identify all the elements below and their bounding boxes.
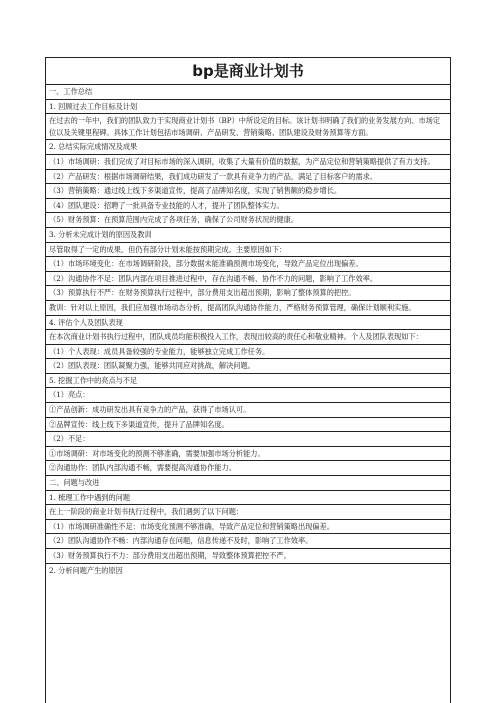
content-row: 2. 总结实际完成情况及成果 — [46, 140, 450, 155]
content-row: 3. 分析未完成计划的原因及教训 — [46, 228, 450, 243]
content-row: 在本次商业计划书执行过程中，团队成员均能积极投入工作，表现出较高的责任心和敬业精神。个人及团队表现如下： — [46, 330, 450, 345]
content-row: ①产品创新：成功研发出具有竞争力的产品，获得了市场认可。 — [46, 403, 450, 418]
content-rows — [46, 85, 450, 577]
content-row: 2. 分析问题产生的原因 — [49, 565, 123, 575]
content-row: ②沟通协作：团队内部沟通不畅，需要提高沟通协作能力。 — [46, 461, 450, 476]
content-row: （2）沟通协作不足：团队内部在项目推进过程中，存在沟通不畅、协作不力的问题，影响了工作效率。 — [46, 272, 450, 287]
content-row: ①市场调研：对市场变化的预测不够准确，需要加强市场分析能力。 — [46, 447, 450, 462]
content-row: 4. 评估个人及团队表现 — [46, 316, 450, 331]
content-row: （2）团队表现：团队凝聚力强，能够共同应对挑战，解决问题。 — [46, 359, 450, 374]
page-title: bp是商业计划书 — [46, 58, 450, 85]
content-row: （3）预算执行不严：在财务预算执行过程中，部分费用支出超出预期，影响了整体预算的把控。 — [46, 286, 450, 301]
content-row: （2）产品研发：根据市场调研结果，我们成功研发了一款具有竞争力的产品，满足了目标客户的需求。 — [46, 170, 450, 185]
document-table — [45, 57, 451, 703]
content-row: 在上一阶段的商业计划书执行过程中，我们遇到了以下问题： — [46, 505, 450, 520]
content-row: 尽管取得了一定的成果，但仍有部分计划未能按预期完成。主要原因如下： — [46, 243, 450, 258]
content-row: 1. 回顾过去工作目标及计划 — [46, 100, 450, 115]
content-row: （2）不足： — [46, 432, 450, 447]
content-row: 二、问题与改进 — [46, 476, 450, 491]
content-row: （1）市场环境变化：在市场调研阶段，部分数据未能准确预测市场变化，导致产品定位出现偏差。 — [46, 257, 450, 272]
content-row: （1）市场调研：我们完成了对目标市场的深入调研，收集了大量有价值的数据，为产品定位和营销策略提供了有力支持。 — [46, 155, 450, 170]
content-row: 教训：针对以上原因，我们应加强市场动态分析，提高团队沟通协作能力，严格财务预算管理，确保计划顺利实施。 — [46, 301, 450, 316]
content-row: （5）财务预算：在预算范围内完成了各项任务，确保了公司财务状况的健康。 — [46, 213, 450, 228]
content-row: （4）团队建设：招聘了一批具备专业技能的人才，提升了团队整体实力。 — [46, 199, 450, 214]
content-row: （1）个人表现：成员具备较强的专业能力，能够独立完成工作任务。 — [46, 345, 450, 360]
content-row: （2）团队沟通协作不畅：内部沟通存在问题，信息传递不及时，影响了工作效率。 — [46, 534, 450, 549]
content-row: ②品牌宣传：线上线下多渠道宣传，提升了品牌知名度。 — [46, 418, 450, 433]
content-row: 在过去的一年中，我们的团队致力于实现商业计划书（BP）中所设定的目标。该计划书明确了我们的业务发展方向、市场定位以及关键里程碑。具体工作计划包括市场调研、产品研发、营销策略、团队建设及财务预算等方面。 — [46, 114, 450, 140]
content-row: （3）营销策略：通过线上线下多渠道宣传，提高了品牌知名度，实现了销售额的稳步增长。 — [46, 184, 450, 199]
content-row: 一、工作总结 — [46, 85, 450, 100]
content-row: （1）市场调研准确性不足：市场变化预测不够准确，导致产品定位和营销策略出现偏差。 — [46, 520, 450, 535]
content-row: （3）财务预算执行不力：部分费用支出超出预期，导致整体预算把控不严。 — [46, 549, 450, 564]
content-row: 5. 挖掘工作中的亮点与不足 — [46, 374, 450, 389]
content-row: 1. 梳理工作中遇到的问题 — [46, 491, 450, 506]
content-row: （1）亮点： — [46, 388, 450, 403]
